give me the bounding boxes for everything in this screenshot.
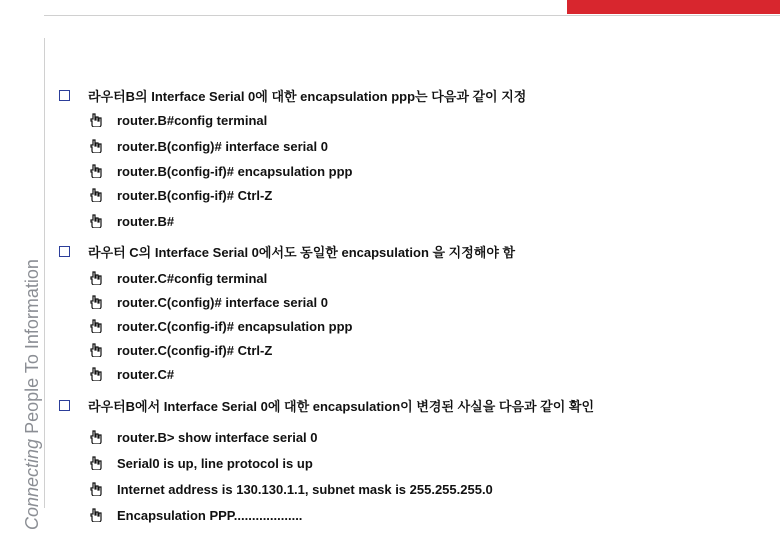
side-label-italic: Connecting xyxy=(22,438,42,530)
checkbox-icon xyxy=(59,90,70,101)
pointing-hand-icon xyxy=(90,295,102,309)
checkbox-icon xyxy=(59,400,70,411)
pointing-hand-icon xyxy=(90,508,102,522)
list-item xyxy=(90,427,318,447)
list-item xyxy=(90,316,352,336)
left-divider xyxy=(44,38,45,508)
pointing-hand-icon xyxy=(90,139,102,153)
pointing-hand-icon xyxy=(90,430,102,444)
list-item-text: router.B# xyxy=(117,213,175,229)
side-label xyxy=(22,259,43,530)
list-item-text: Internet address is 130.130.1.1, subnet mask is 255.255.255.0 xyxy=(117,481,493,497)
list-item-text: Encapsulation PPP................... xyxy=(117,507,303,523)
accent-bar xyxy=(567,0,780,14)
pointing-hand-icon xyxy=(90,482,102,496)
list-item-text: router.C# xyxy=(117,366,175,382)
list-item xyxy=(90,340,272,360)
list-item-text: router.B#config terminal xyxy=(117,112,268,128)
pointing-hand-icon xyxy=(90,367,102,381)
pointing-hand-icon xyxy=(90,164,102,178)
side-label-regular: People To Information xyxy=(22,259,42,434)
section-heading-text: 라우터 C의 Interface Serial 0에서도 동일한 encapsulation 을 지정해야 함 xyxy=(88,244,516,260)
pointing-hand-icon xyxy=(90,271,102,285)
pointing-hand-icon xyxy=(90,319,102,333)
pointing-hand-icon xyxy=(90,456,102,470)
list-item-text: router.C(config-if)# encapsulation ppp xyxy=(117,318,353,334)
checkbox-icon xyxy=(59,246,70,257)
list-item xyxy=(90,110,267,130)
list-item xyxy=(90,161,352,181)
list-item xyxy=(90,136,328,156)
pointing-hand-icon xyxy=(90,113,102,127)
list-item xyxy=(90,505,302,525)
pointing-hand-icon xyxy=(90,188,102,202)
list-item xyxy=(90,364,174,384)
list-item xyxy=(90,185,272,205)
pointing-hand-icon xyxy=(90,343,102,357)
list-item-text: router.C(config)# interface serial 0 xyxy=(117,294,328,310)
list-item xyxy=(90,268,267,288)
pointing-hand-icon xyxy=(90,214,102,228)
list-item-text: router.B(config)# interface serial 0 xyxy=(117,138,328,154)
list-item xyxy=(90,211,174,231)
list-item-text: Serial0 is up, line protocol is up xyxy=(117,455,313,471)
list-item-text: router.B> show interface serial 0 xyxy=(117,429,318,445)
section-heading-text: 라우터B의 Interface Serial 0에 대한 encapsulation ppp는 다음과 같이 지정 xyxy=(88,88,527,104)
section-heading-text: 라우터B에서 Interface Serial 0에 대한 encapsulation이 변경된 사실을 다음과 같이 확인 xyxy=(88,398,595,414)
section-heading-3 xyxy=(59,394,594,416)
list-item-text: router.B(config-if)# Ctrl-Z xyxy=(117,187,273,203)
list-item xyxy=(90,292,328,312)
top-divider xyxy=(44,15,780,16)
section-heading-1 xyxy=(59,84,526,106)
section-heading-2 xyxy=(59,240,515,262)
list-item xyxy=(90,453,313,473)
list-item xyxy=(90,479,493,499)
list-item-text: router.C(config-if)# Ctrl-Z xyxy=(117,342,273,358)
list-item-text: router.B(config-if)# encapsulation ppp xyxy=(117,163,353,179)
list-item-text: router.C#config terminal xyxy=(117,270,268,286)
